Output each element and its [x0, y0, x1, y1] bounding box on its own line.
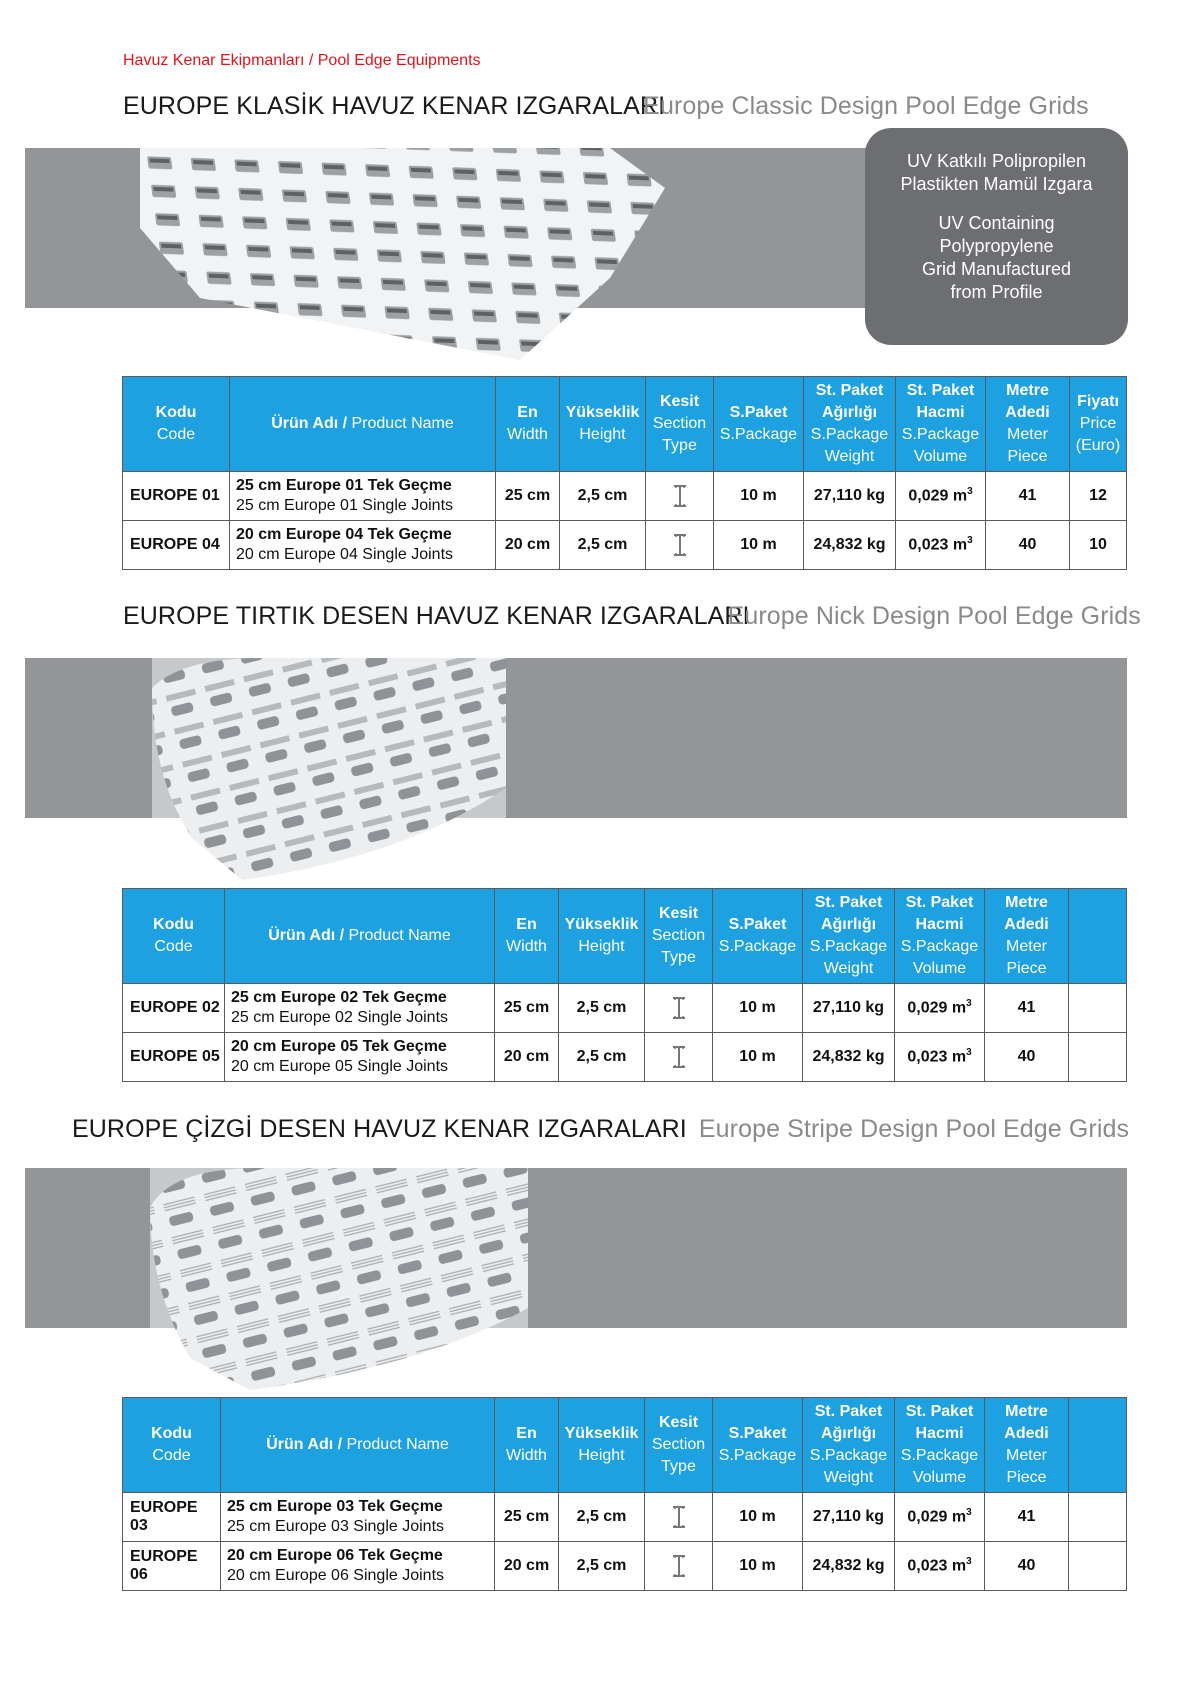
- material-info-en-line: from Profile: [950, 282, 1043, 302]
- section-title-tr: EUROPE KLASİK HAVUZ KENAR IZGARALARI: [123, 92, 666, 120]
- product-code: EUROPE 05: [123, 1033, 225, 1082]
- col-section-type: Kesit Section Type: [645, 1398, 713, 1493]
- material-info-box: [865, 128, 1128, 345]
- classic-grid-image: [140, 148, 665, 360]
- section-title-tr: EUROPE ÇİZGİ DESEN HAVUZ KENAR IZGARALARI: [72, 1115, 687, 1143]
- section-title-en: Europe Classic Design Pool Edge Grids: [643, 92, 1089, 120]
- col-pieces: Metre Adedi Meter Piece: [986, 377, 1070, 472]
- col-code: Kodu Code: [123, 889, 225, 984]
- table-row: [123, 1033, 1127, 1082]
- product-section-type: [645, 984, 713, 1033]
- product-name: 25 cm Europe 03 Tek Geçme 25 cm Europe 03 Single Joints: [221, 1493, 495, 1542]
- material-info-en-line: Grid Manufactured: [921, 259, 1072, 279]
- product-package: 10 m: [713, 1542, 803, 1591]
- col-width: En Width: [496, 377, 560, 472]
- product-volume: 0,029 $m^3$: [896, 472, 986, 521]
- product-volume: 0,023 $m^3$: [896, 521, 986, 570]
- product-price: [1069, 1033, 1127, 1082]
- product-code: EUROPE 06: [123, 1542, 221, 1591]
- table-header-row: [123, 889, 1127, 984]
- col-code: Kodu Code: [123, 377, 230, 472]
- col-package: S.Paket S.Package: [714, 377, 804, 472]
- table-row: [123, 472, 1127, 521]
- i-beam-section-icon: [672, 1506, 686, 1528]
- material-info-en-line: Polypropylene: [939, 236, 1054, 256]
- product-weight: 24,832 kg: [803, 1542, 895, 1591]
- table-row: [123, 1493, 1127, 1542]
- product-package: 10 m: [713, 1033, 803, 1082]
- table-row: [123, 984, 1127, 1033]
- product-width: 25 cm: [495, 984, 559, 1033]
- product-width: 25 cm: [495, 1493, 559, 1542]
- section-title-tr: EUROPE TIRTIK DESEN HAVUZ KENAR IZGARALARI: [123, 602, 750, 630]
- col-package: S.Paket S.Package: [713, 889, 803, 984]
- material-info-en: [865, 212, 1128, 304]
- i-beam-section-icon: [672, 1046, 686, 1068]
- col-width: En Width: [495, 1398, 559, 1493]
- product-section-type: [646, 472, 714, 521]
- col-volume: St. Paket Hacmi S.Package Volume: [895, 1398, 985, 1493]
- product-price: [1069, 1542, 1127, 1591]
- material-info-tr-line: Plastikten Mamül Izgara: [900, 174, 1093, 194]
- section-title-en: Europe Nick Design Pool Edge Grids: [727, 602, 1141, 630]
- col-weight: St. Paket Ağırlığı S.Package Weight: [803, 1398, 895, 1493]
- col-code: Kodu Code: [123, 1398, 221, 1493]
- product-package: 10 m: [714, 472, 804, 521]
- col-section-type: Kesit Section Type: [646, 377, 714, 472]
- i-beam-section-icon: [673, 534, 687, 556]
- product-name: 20 cm Europe 05 Tek Geçme 20 cm Europe 05 Single Joints: [225, 1033, 495, 1082]
- product-price: [1069, 984, 1127, 1033]
- material-info-en-line: UV Containing: [938, 213, 1055, 233]
- col-price: Fiyatı Price (Euro): [1070, 377, 1127, 472]
- product-code: EUROPE 01: [123, 472, 230, 521]
- product-pieces: 40: [985, 1033, 1069, 1082]
- product-height: 2,5 cm: [559, 1493, 645, 1542]
- stripe-grid-image: [150, 1168, 528, 1390]
- col-product-name: Ürün Adı / Product Name: [225, 889, 495, 984]
- product-weight: 24,832 kg: [804, 521, 896, 570]
- product-pieces: 41: [985, 984, 1069, 1033]
- product-name: 20 cm Europe 06 Tek Geçme 20 cm Europe 06 Single Joints: [221, 1542, 495, 1591]
- product-width: 20 cm: [495, 1033, 559, 1082]
- col-height: Yükseklik Height: [559, 1398, 645, 1493]
- col-price-empty: [1069, 1398, 1127, 1493]
- product-section-type: [645, 1542, 713, 1591]
- table-row: [123, 1542, 1127, 1591]
- material-info-tr: [865, 150, 1128, 196]
- nick-grid-image: [152, 658, 506, 880]
- col-height: Yükseklik Height: [559, 889, 645, 984]
- product-name: 25 cm Europe 02 Tek Geçme 25 cm Europe 02 Single Joints: [225, 984, 495, 1033]
- product-volume: 0,023 $m^3$: [895, 1033, 985, 1082]
- col-pieces: Metre Adedi Meter Piece: [985, 1398, 1069, 1493]
- i-beam-section-icon: [672, 997, 686, 1019]
- col-price-empty: [1069, 889, 1127, 984]
- product-volume: 0,029 $m^3$: [895, 1493, 985, 1542]
- product-package: 10 m: [713, 984, 803, 1033]
- product-height: 2,5 cm: [559, 984, 645, 1033]
- i-beam-section-icon: [673, 485, 687, 507]
- section-title-nick: [123, 602, 1141, 631]
- product-name: 25 cm Europe 01 Tek Geçme 25 cm Europe 01 Single Joints: [230, 472, 496, 521]
- product-section-type: [645, 1033, 713, 1082]
- product-height: 2,5 cm: [560, 472, 646, 521]
- product-volume: 0,029 $m^3$: [895, 984, 985, 1033]
- product-section-type: [645, 1493, 713, 1542]
- product-weight: 27,110 kg: [804, 472, 896, 521]
- breadcrumb: Havuz Kenar Ekipmanları / Pool Edge Equipments: [123, 52, 481, 69]
- col-weight: St. Paket Ağırlığı S.Package Weight: [804, 377, 896, 472]
- product-package: 10 m: [714, 521, 804, 570]
- col-weight: St. Paket Ağırlığı S.Package Weight: [803, 889, 895, 984]
- col-volume: St. Paket Hacmi S.Package Volume: [895, 889, 985, 984]
- product-width: 25 cm: [496, 472, 560, 521]
- i-beam-section-icon: [672, 1555, 686, 1577]
- product-code: EUROPE 02: [123, 984, 225, 1033]
- product-width: 20 cm: [495, 1542, 559, 1591]
- col-package: S.Paket S.Package: [713, 1398, 803, 1493]
- product-code: EUROPE 04: [123, 521, 230, 570]
- product-name: 20 cm Europe 04 Tek Geçme 20 cm Europe 04 Single Joints: [230, 521, 496, 570]
- product-width: 20 cm: [496, 521, 560, 570]
- product-height: 2,5 cm: [559, 1542, 645, 1591]
- product-price: [1069, 1493, 1127, 1542]
- section-title-stripe: [72, 1115, 1129, 1144]
- product-price: 12: [1070, 472, 1127, 521]
- product-pieces: 41: [986, 472, 1070, 521]
- spec-table-stripe: [122, 1397, 1127, 1591]
- table-header-row: [123, 377, 1127, 472]
- col-section-type: Kesit Section Type: [645, 889, 713, 984]
- section-title-en: Europe Stripe Design Pool Edge Grids: [698, 1115, 1130, 1143]
- product-code: EUROPE 03: [123, 1493, 221, 1542]
- product-weight: 27,110 kg: [803, 1493, 895, 1542]
- spec-table-classic: [122, 376, 1127, 570]
- product-volume: 0,023 $m^3$: [895, 1542, 985, 1591]
- product-package: 10 m: [713, 1493, 803, 1542]
- product-pieces: 41: [985, 1493, 1069, 1542]
- material-info-tr-line: UV Katkılı Polipropilen: [906, 151, 1087, 171]
- product-weight: 27,110 kg: [803, 984, 895, 1033]
- col-pieces: Metre Adedi Meter Piece: [985, 889, 1069, 984]
- product-weight: 24,832 kg: [803, 1033, 895, 1082]
- table-row: [123, 521, 1127, 570]
- col-height: Yükseklik Height: [560, 377, 646, 472]
- spec-table-nick: [122, 888, 1127, 1082]
- product-height: 2,5 cm: [560, 521, 646, 570]
- col-volume: St. Paket Hacmi S.Package Volume: [896, 377, 986, 472]
- col-product-name: Ürün Adı / Product Name: [221, 1398, 495, 1493]
- table-header-row: [123, 1398, 1127, 1493]
- section-title-classic: [123, 92, 1089, 121]
- product-section-type: [646, 521, 714, 570]
- product-price: 10: [1070, 521, 1127, 570]
- col-product-name: Ürün Adı / Product Name: [230, 377, 496, 472]
- product-height: 2,5 cm: [559, 1033, 645, 1082]
- col-width: En Width: [495, 889, 559, 984]
- product-pieces: 40: [985, 1542, 1069, 1591]
- product-pieces: 40: [986, 521, 1070, 570]
